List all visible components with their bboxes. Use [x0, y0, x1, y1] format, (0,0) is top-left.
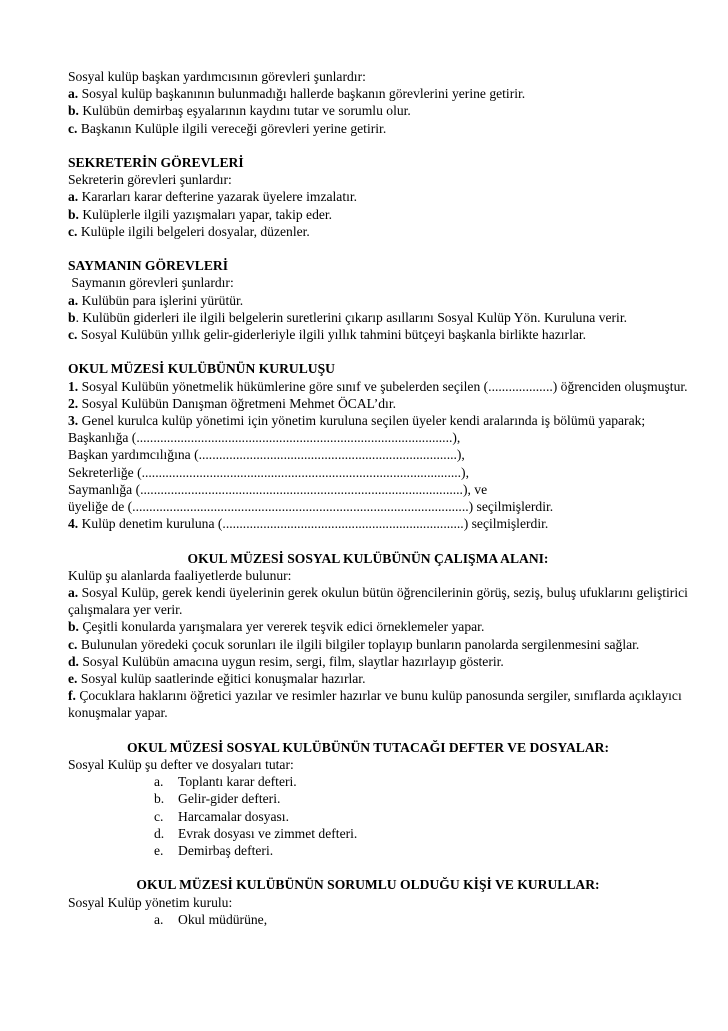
role-line: Saymanlığa (...............................................................................................), ve — [68, 481, 488, 497]
list-item: c. Başkanın Kulüple ilgili vereceği görevleri yerine getirir. — [68, 120, 387, 136]
vice-president-intro: Sosyal kulüp başkan yardımcısının görevleri şunlardır: — [68, 69, 366, 84]
list-item: a. Toplantı karar defteri. — [154, 774, 297, 790]
role-line: üyeliğe de (...................................................................................................) seçilmişlerdir. — [68, 499, 554, 515]
responsibility-intro: Sosyal Kulüp yönetim kurulu: — [68, 894, 233, 910]
list-item: c. Harcamalar dosyası. — [154, 808, 289, 824]
list-item: a. Kulübün para işlerini yürütür. — [68, 292, 244, 308]
list-item: a. Kararları karar defterine yazarak üyelere imzalatır. — [68, 189, 358, 205]
list-item: 2. Sosyal Kulübün Danışman öğretmeni Mehmet ÖCAL’dır. — [68, 395, 396, 411]
list-item: d. Evrak dosyası ve zimmet defteri. — [154, 825, 358, 841]
list-item: b. Çeşitli konularda yarışmalara yer vererek teşvik edici örneklemeler yapar. — [68, 619, 485, 635]
secretary-intro: Sekreterin görevleri şunlardır: — [68, 172, 232, 188]
secretary-heading: SEKRETERİN GÖREVLERİ — [68, 155, 244, 170]
list-item: a. Sosyal kulüp başkanının bulunmadığı hallerde başkanın görevlerini yerine getirir. — [68, 86, 526, 102]
list-item: e. Sosyal kulüp saatlerinde eğitici konuşmalar hazırlar. — [68, 671, 366, 687]
role-line: Başkan yardımcılığına (............................................................................), — [68, 447, 465, 463]
list-item: e. Demirbaş defteri. — [154, 843, 274, 859]
treasurer-intro: Saymanın görevleri şunlardır: — [68, 275, 234, 291]
list-item: b. Gelir-gider defteri. — [154, 791, 281, 807]
list-item: c. Bulunulan yöredeki çocuk sorunları ile ilgili bilgiler toplayıp bunların panolarda sergilenmesini sağlar. — [68, 636, 640, 652]
responsibility-heading: OKUL MÜZESİ KULÜBÜNÜN SORUMLU OLDUĞU KİŞİ VE KURULLAR: — [136, 877, 600, 893]
list-item: a. Sosyal Kulüp, gerek kendi üyelerinin gerek okulun bütün öğrencilerinin görüş, seziş, buluş ufuklarını geliştirici çalışmalara yer verir. — [68, 585, 688, 618]
list-item: a. Okul müdürüne, — [154, 911, 268, 927]
activity-area-heading: OKUL MÜZESİ SOSYAL KULÜBÜNÜN ÇALIŞMA ALANI: — [187, 550, 549, 566]
list-item: 1. Sosyal Kulübün yönetmelik hükümlerine göre sınıf ve şubelerden seçilen (...................) öğrenciden oluşmuştur. — [68, 378, 688, 394]
list-item: b. Kulübün giderleri ile ilgili belgelerin suretlerini çıkarıp asıllarını Sosyal Kulüp Yön. Kuruluna verir. — [68, 309, 627, 325]
list-item: c. Kulüple ilgili belgeleri dosyalar, düzenler. — [68, 223, 310, 239]
records-heading: OKUL MÜZESİ SOSYAL KULÜBÜNÜN TUTACAĞI DEFTER VE DOSYALAR: — [126, 739, 610, 755]
founding-heading: OKUL MÜZESİ KULÜBÜNÜN KURULUŞU — [68, 361, 336, 377]
list-item: b. Kulüplerle ilgili yazışmaları yapar, takip eder. — [68, 206, 333, 222]
role-line: Başkanlığa (.............................................................................................), — [68, 430, 461, 446]
list-item: 4. Kulüp denetim kuruluna (.......................................................................) seçilmişlerdir. — [68, 516, 549, 532]
list-item: f. Çocuklara haklarını öğretici yazılar ve resimler hazırlar ve bunu kulüp panosunda sergiler, sınıflarda açıklayıcı konuşmalar yapar. — [68, 688, 682, 721]
role-line: Sekreterliğe (..............................................................................................), — [68, 464, 469, 480]
list-item: b. Kulübün demirbaş eşyalarının kaydını tutar ve sorumlu olur. — [68, 103, 411, 119]
activity-intro: Kulüp şu alanlarda faaliyetlerde bulunur: — [68, 567, 292, 583]
treasurer-heading: SAYMANIN GÖREVLERİ — [68, 258, 229, 274]
list-item: 3. Genel kurulca kulüp yönetimi için yönetim kuruluna seçilen üyeler kendi aralarında iş bölümü yaparak; — [68, 413, 646, 429]
list-item: d. Sosyal Kulübün amacına uygun resim, sergi, film, slaytlar hazırlayıp gösterir. — [68, 653, 504, 669]
list-item: c. Sosyal Kulübün yıllık gelir-giderleriyle ilgili yıllık tahmini bütçeyi başkanla birlikte hazırlar. — [68, 327, 587, 343]
records-intro: Sosyal Kulüp şu defter ve dosyaları tutar: — [68, 757, 294, 773]
